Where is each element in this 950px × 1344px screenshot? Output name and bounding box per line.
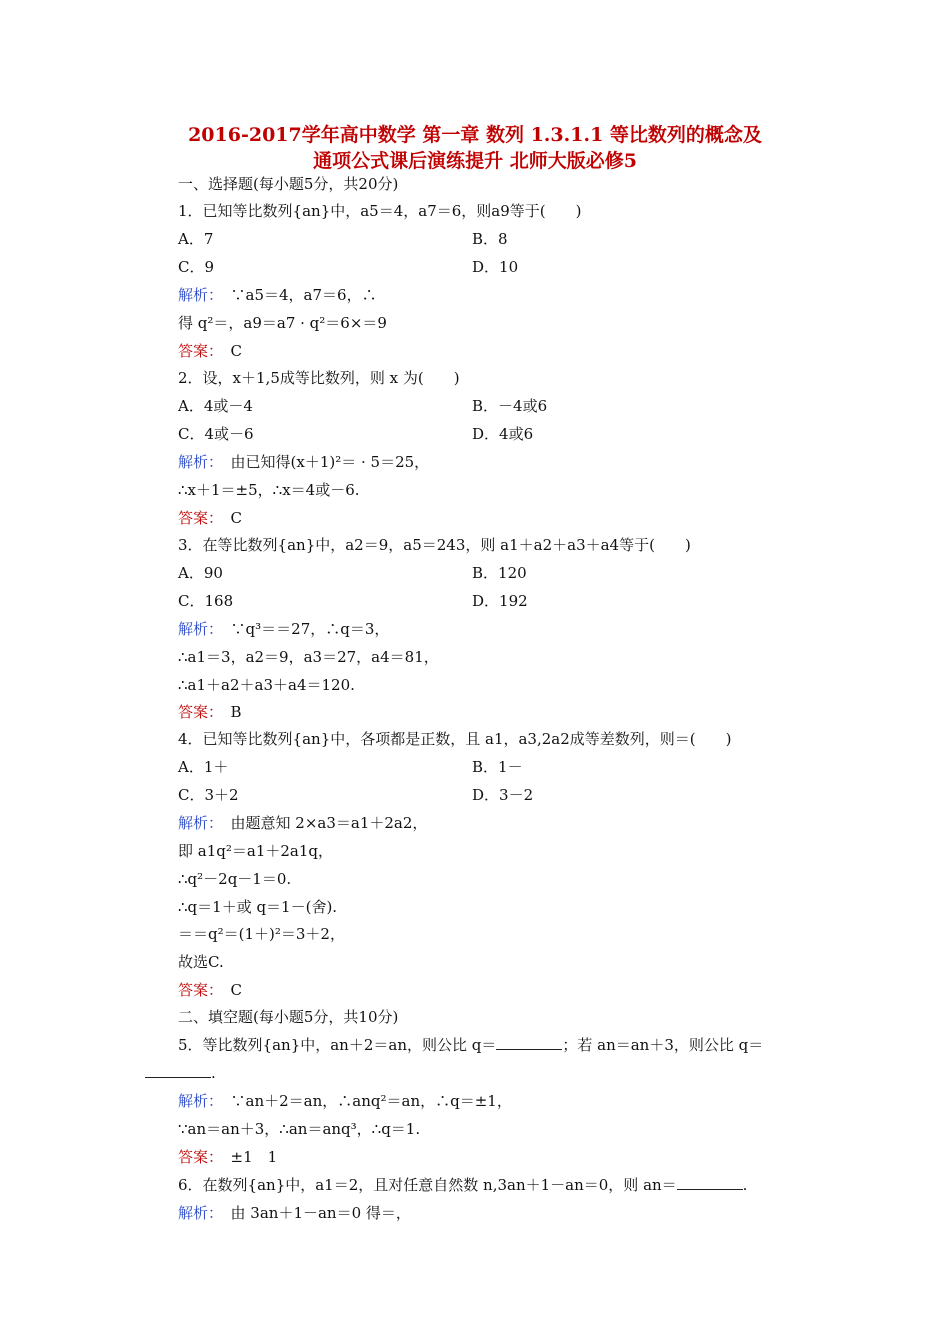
question-3-option-c: C．168 [178, 592, 234, 610]
question-3-stem: 3．在等比数列{an}中，a2＝9，a5＝243，则 a1＋a2＋a3＋a4等于( ) [178, 536, 691, 554]
question-4-answer [178, 980, 242, 1000]
question-6-text: 6．在数列{an}中，a1＝2，且对任意自然数 n,3an＋1－an＝0，则 an＝ [178, 1176, 677, 1194]
question-4-solution-line5: ＝＝q²＝(1＋)²＝3＋2， [178, 925, 345, 943]
question-2-option-b: B．－4或6 [472, 397, 548, 415]
question-5-solution-line1 [178, 1091, 512, 1111]
question-5-stem [178, 1035, 763, 1055]
question-2-stem: 2．设，x＋1,5成等比数列，则 x 为( ) [178, 369, 460, 387]
solution-text: ∵an＋2＝an，∴anq²＝an，∴q＝±1， [230, 1092, 512, 1110]
question-6-stem [178, 1175, 747, 1195]
question-3-option-b: B．120 [472, 564, 527, 582]
answer-label: 答案： [178, 342, 216, 360]
question-2-option-a: A．4或－4 [178, 397, 253, 415]
answer-value: C [230, 509, 243, 527]
solution-label: 解析： [178, 1204, 216, 1222]
answer-value: C [230, 981, 243, 999]
question-4-solution-line4: ∴q＝1＋或 q＝1－(舍). [178, 898, 338, 916]
question-3-solution-line3: ∴a1＋a2＋a3＋a4＝120. [178, 676, 355, 694]
document-title-line1: 2016-2017学年高中数学 第一章 数列 1.3.1.1 等比数列的概念及 [188, 124, 762, 146]
question-1-option-a: A．7 [178, 230, 214, 248]
section-heading-choice: 一、选择题(每小题5分，共20分) [178, 175, 399, 193]
answer-blank [145, 1063, 211, 1078]
question-5-text-a: 5．等比数列{an}中，an＋2＝an，则公比 q＝ [178, 1036, 497, 1054]
question-5-end: . [211, 1064, 216, 1082]
question-4-solution-line1 [178, 813, 427, 833]
solution-label: 解析： [178, 453, 216, 471]
answer-value: ±1 1 [230, 1148, 278, 1166]
document-title-line2: 通项公式课后演练提升 北师大版必修5 [313, 150, 637, 172]
answer-value: B [230, 703, 242, 721]
question-4-solution-line3: ∴q²－2q－1＝0. [178, 870, 292, 888]
question-1-option-b: B．8 [472, 230, 508, 248]
question-2-option-c: C．4或－6 [178, 425, 254, 443]
question-3-solution-line1 [178, 619, 389, 639]
section-heading-fill: 二、填空题(每小题5分，共10分) [178, 1008, 399, 1026]
answer-value: C [230, 342, 243, 360]
answer-blank [677, 1175, 743, 1190]
solution-text: ∵q³＝＝27，∴q＝3， [230, 620, 390, 638]
question-3-solution-line2: ∴a1＝3，a2＝9，a3＝27，a4＝81， [178, 648, 439, 666]
question-4-solution-line6: 故选C. [178, 953, 224, 971]
question-5-stem-continued [145, 1063, 216, 1083]
question-2-option-d: D．4或6 [472, 425, 534, 443]
question-6-end: . [742, 1176, 748, 1194]
solution-label: 解析： [178, 814, 216, 832]
question-4-stem: 4．已知等比数列{an}中，各项都是正数，且 a1，a3,2a2成等差数列，则＝( ) [178, 730, 732, 748]
answer-label: 答案： [178, 703, 216, 721]
question-1-option-d: D．10 [472, 258, 519, 276]
question-4-option-a: A．1＋ [178, 758, 229, 776]
solution-label: 解析： [178, 620, 216, 638]
solution-label: 解析： [178, 1092, 216, 1110]
question-3-answer [178, 702, 242, 722]
solution-text: 由题意知 2×a3＝a1＋2a2， [230, 814, 428, 832]
question-3-option-a: A．90 [178, 564, 223, 582]
answer-label: 答案： [178, 1148, 216, 1166]
question-3-option-d: D．192 [472, 592, 528, 610]
question-2-solution-line1 [178, 452, 429, 472]
solution-label: 解析： [178, 286, 216, 304]
question-5-answer [178, 1147, 277, 1167]
question-1-answer [178, 341, 242, 361]
question-4-option-b: B．1－ [472, 758, 523, 776]
answer-label: 答案： [178, 981, 216, 999]
question-5-text-b: ；若 an＝an＋3，则公比 q＝ [562, 1036, 764, 1054]
solution-text: 由 3an＋1－an＝0 得＝， [230, 1204, 411, 1222]
answer-label: 答案： [178, 509, 216, 527]
answer-blank [496, 1035, 562, 1050]
question-1-solution-line2: 得 q²＝，a9＝a7 · q²＝6×＝9 [178, 314, 387, 332]
question-4-option-d: D．3－2 [472, 786, 534, 804]
question-4-option-c: C．3＋2 [178, 786, 239, 804]
question-4-solution-line2: 即 a1q²＝a1＋2a1q， [178, 842, 333, 860]
question-6-solution-line1 [178, 1203, 411, 1223]
solution-text: 由已知得(x＋1)²＝ · 5＝25， [230, 453, 430, 471]
question-1-option-c: C．9 [178, 258, 215, 276]
solution-text: ∵a5＝4，a7＝6，∴ [230, 286, 377, 304]
question-2-answer [178, 508, 242, 528]
question-1-stem: 1．已知等比数列{an}中，a5＝4，a7＝6，则a9等于( ) [178, 202, 582, 220]
question-1-solution-line1 [178, 285, 377, 305]
question-5-solution-line2: ∵an＝an＋3，∴an＝anq³，∴q＝1. [178, 1120, 421, 1138]
question-2-solution-line2: ∴x＋1＝±5，∴x＝4或－6. [178, 481, 360, 499]
